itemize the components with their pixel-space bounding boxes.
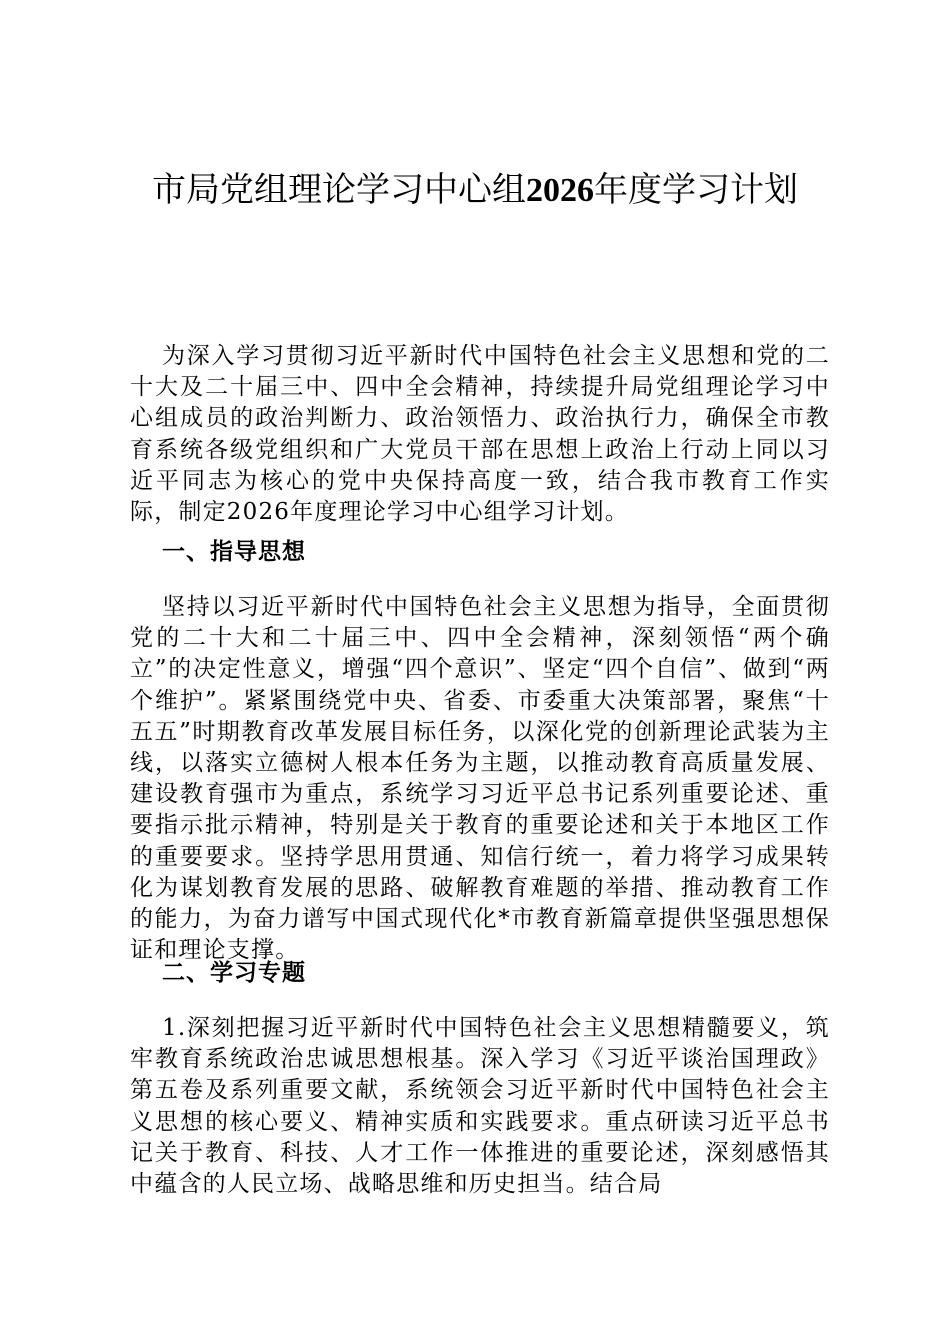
study-topic-item-1: 1.深刻把握习近平新时代中国特色社会主义思想精髓要义，筑牢教育系统政治忠诚思想根基。深入学习《习近平谈治国理政》第五卷及系列重要文献，系统领会习近平新时代中国特色社会主义思想的核心要义、精神实质和实践要求。重点研读习近平总书记关于教育、科技、人才工作一体推进的重要论述，深刻感悟其中蕴含的人民立场、战略思维和历史担当。结合局 bbox=[130, 1015, 830, 1198]
document-title bbox=[0, 168, 950, 213]
section-heading-study-topics: 二、学习专题 bbox=[162, 960, 306, 986]
section-heading-guiding-thought: 一、指导思想 bbox=[162, 539, 306, 565]
title-suffix: 年度学习计划 bbox=[594, 170, 798, 210]
intro-paragraph: 为深入学习贯彻习近平新时代中国特色社会主义思想和党的二十大及二十届三中、四中全会精神，持续提升局党组理论学习中心组成员的政治判断力、政治领悟力、政治执行力，确保全市教育系统各级党组织和广大党员干部在思想上政治上行动上同以习近平同志为核心的党中央保持高度一致，结合我市教育工作实际，制定2026年度理论学习中心组学习计划。 bbox=[130, 343, 830, 526]
guiding-thought-paragraph: 坚持以习近平新时代中国特色社会主义思想为指导，全面贯彻党的二十大和二十届三中、四中全会精神，深刻领悟“两个确立”的决定性意义，增强“四个意识”、坚定“四个自信”、做到“两个维护”。紧紧围绕党中央、省委、市委重大决策部署，聚焦“十五五”时期教育改革发展目标任务，以深化党的创新理论武装为主线，以落实立德树人根本任务为主题，以推动教育高质量发展、建设教育强市为重点，系统学习习近平总书记系列重要论述、重要指示批示精神，特别是关于教育的重要论述和关于本地区工作的重要要求。坚持学思用贯通、知信行统一，着力将学习成果转化为谋划教育发展的思路、破解教育难题的举措、推动教育工作的能力，为奋力谱写中国式现代化*市教育新篇章提供坚强思想保证和理论支撑。 bbox=[130, 594, 830, 964]
title-year: 2026 bbox=[526, 172, 594, 209]
title-prefix: 市局党组理论学习中心组 bbox=[152, 170, 526, 210]
